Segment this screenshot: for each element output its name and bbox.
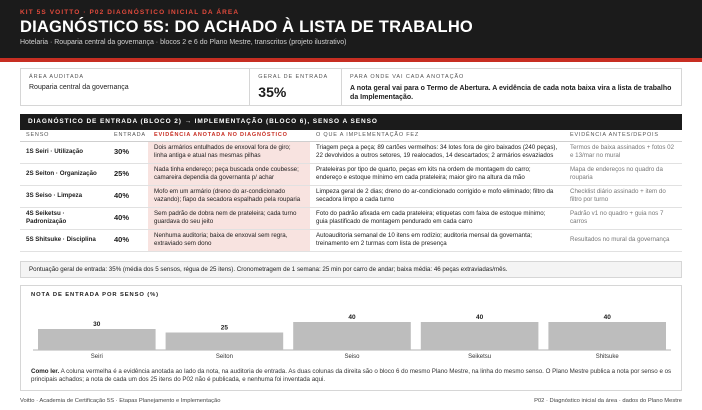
column-header-evidencia: EVIDÊNCIA ANOTADA NO DIAGNÓSTICO [148, 130, 310, 141]
section-title: DIAGNÓSTICO DE ENTRADA (BLOCO 2) → IMPLEMENTAÇÃO (BLOCO 6), SENSO A SENSO [20, 114, 682, 130]
evidencia-depois-cell: Resultados no mural da governança [564, 229, 682, 251]
page-footer [20, 398, 682, 406]
diagnosis-table [20, 130, 682, 252]
entrada-cell: 25% [108, 163, 148, 185]
table-row [20, 141, 682, 163]
evidencia-depois-cell: Padrão v1 no quadro + guia nos 7 carros [564, 207, 682, 229]
chart-value-label: 40 [475, 314, 484, 321]
chart-note [31, 368, 676, 384]
chart-category-label: Seiri [90, 354, 103, 360]
area-cell [21, 69, 250, 105]
table-header-row [20, 130, 682, 141]
chart-value-label: 40 [603, 314, 611, 321]
table-row [20, 163, 682, 185]
senso-cell: 1S Seiri · Utilização [20, 141, 108, 163]
senso-cell: 4S Seiketsu · Padronização [20, 207, 108, 229]
score-label: GERAL DE ENTRADA [258, 74, 329, 80]
chart-value-label: 40 [348, 314, 356, 321]
evidencia-cell: Sem padrão de dobra nem de prateleira; cada turno guardava do seu jeito [148, 207, 310, 229]
page-header [0, 0, 702, 58]
destination-value: A nota geral vai para o Termo de Abertura. A evidência de cada nota baixa vira a lista de trabalho da Implementação. [350, 85, 672, 101]
chart-bar-seiri [38, 329, 156, 350]
senso-cell: 3S Seiso · Limpeza [20, 185, 108, 207]
implementacao-cell: Autoauditoria semanal de 10 itens em rodízio; auditoria mensal da governanta; treinamento em 2 turmas com lista de presença [310, 229, 564, 251]
table-row [20, 185, 682, 207]
chart-title: NOTA DE ENTRADA POR SENSO (%) [31, 292, 159, 298]
summary-line: Pontuação geral de entrada: 35% (média dos 5 sensos, régua de 25 itens). Cronometragem de 1 semana: 25 min por carro de andar; baixa média: 46 peças extraviadas/mês. [20, 261, 682, 278]
area-label: ÁREA AUDITADA [29, 74, 84, 80]
destination-label: PARA ONDE VAI CADA ANOTAÇÃO [350, 74, 465, 80]
page-kicker: KIT 5S VOITTO · P02 DIAGNÓSTICO INICIAL DA ÁREA [20, 9, 240, 16]
evidencia-cell: Dois armários entulhados de enxoval fora de giro; linha antiga e atual nas mesmas pilhas [148, 141, 310, 163]
chart-note-lead: Como ler. [31, 368, 60, 375]
chart-category-label: Seiketsu [468, 354, 492, 360]
evidencia-depois-cell: Checklist diário assinado + item do filtro por turno [564, 185, 682, 207]
column-header-senso: SENSO [20, 130, 108, 141]
table-row [20, 229, 682, 251]
entrada-cell: 40% [108, 185, 148, 207]
score-cell [250, 69, 342, 105]
info-panel [20, 68, 682, 106]
chart-panel [20, 285, 682, 391]
page-subtitle: Hotelaria · Rouparia central da governança · blocos 2 e 6 do Plano Mestre, transcritos (projeto ilustrativo) [20, 39, 347, 46]
chart-bar-seiso [293, 322, 411, 350]
chart-value-label: 30 [93, 321, 101, 328]
entrada-cell: 30% [108, 141, 148, 163]
senso-cell: 5S Shitsuke · Disciplina [20, 229, 108, 251]
chart-bar-seiton [166, 333, 284, 351]
footer-left: Voitto · Academia de Certificação 5S · Etapas Planejamento e Implementação [20, 398, 221, 404]
chart-note-text: A coluna vermelha é a evidência anotada ao lado da nota, na auditoria de entrada. As duas colunas da direita são o bloco 6 do mesmo Plano Mestre, na linha do mesmo senso. O Plano Mestre publica a nota por senso e os principais achados; a nota de cada um dos 25 itens do P02 não é publicada, e nenhuma foi inventada aqui. [31, 368, 672, 383]
page-title: DIAGNÓSTICO 5S: DO ACHADO À LISTA DE TRABALHO [20, 18, 473, 36]
implementacao-cell: Triagem peça a peça; 89 cartões vermelhos: 34 lotes fora de giro baixados (240 peças), 22 devolvidos a outros setores, 19 realocados, 14 descartados; 2 armários esvaziados [310, 141, 564, 163]
chart-bar-seiketsu [421, 322, 539, 350]
accent-divider [0, 58, 702, 62]
table-row [20, 207, 682, 229]
entrada-cell: 40% [108, 207, 148, 229]
implementacao-cell: Foto do padrão afixada em cada prateleira; etiquetas com faixa de estoque mínimo; guia plastificado de montagem pendurado em cada carro [310, 207, 564, 229]
entrada-cell: 40% [108, 229, 148, 251]
footer-right: P02 · Diagnóstico inicial da área · dados do Plano Mestre [534, 398, 682, 404]
column-header-evidencia-depois: EVIDÊNCIA ANTES/DEPOIS [564, 130, 682, 141]
evidencia-cell: Nada tinha endereço; peça buscada onde coubesse; camareira dependia da governanta p/ achar [148, 163, 310, 185]
chart-category-label: Shitsuke [595, 354, 619, 360]
implementacao-cell: Prateleiras por tipo de quarto, peças em kits na ordem de montagem do carro; endereço e estoque mínimo em cada prateleira; maior giro na altura da mão [310, 163, 564, 185]
column-header-implementacao: O QUE A IMPLEMENTAÇÃO FEZ [310, 130, 564, 141]
chart-category-label: Seiso [344, 354, 360, 360]
implementacao-cell: Limpeza geral de 2 dias; dreno do ar-condicionado corrigido e mofo eliminado; filtro da secadora limpo a cada turno [310, 185, 564, 207]
evidencia-cell: Mofo em um armário (dreno do ar-condicionado vazando); fiapo da secadora espalhado pela rouparia [148, 185, 310, 207]
score-value: 35% [258, 84, 287, 100]
senso-cell: 2S Seiton · Organização [20, 163, 108, 185]
area-value: Rouparia central da governança [29, 84, 129, 91]
evidencia-cell: Nenhuma auditoria; baixa de enxoval sem regra, extraviado sem dono [148, 229, 310, 251]
chart-bar-shitsuke [548, 322, 666, 350]
evidencia-depois-cell: Termos de baixa assinados + fotos 02 e 13/mar no mural [564, 141, 682, 163]
evidencia-depois-cell: Mapa de endereços no quadro da rouparia [564, 163, 682, 185]
chart-value-label: 25 [220, 324, 229, 332]
destination-cell [342, 69, 681, 105]
column-header-entrada: ENTRADA [108, 130, 148, 141]
chart-category-label: Seiton [215, 354, 233, 360]
